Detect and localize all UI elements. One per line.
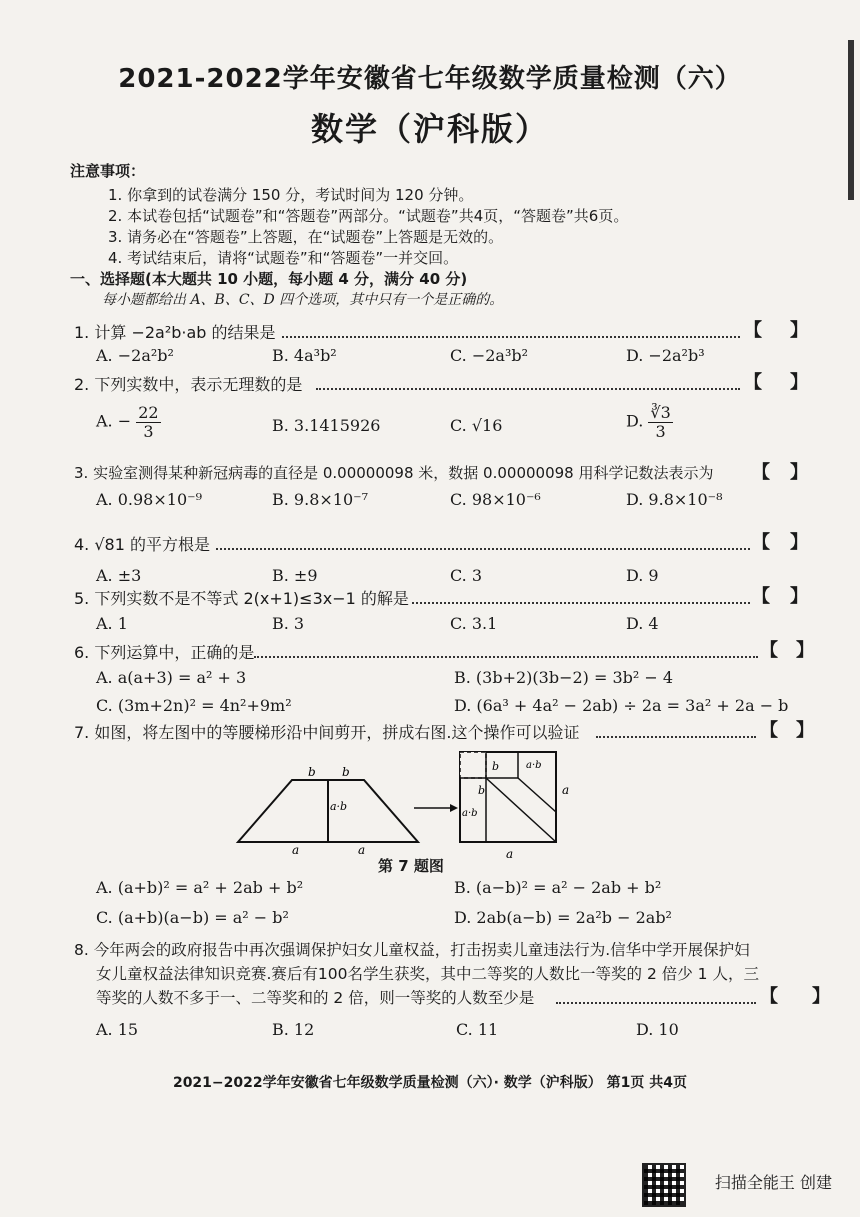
- q4-option-a: A. ±3: [96, 566, 142, 585]
- q3-option-b: B. 9.8×10⁻⁷: [272, 490, 368, 509]
- q8-option-a: A. 15: [96, 1020, 139, 1039]
- label-b: b: [308, 765, 316, 779]
- answer-bracket-close: 】: [812, 986, 830, 1007]
- question-5-stem: 5. 下列实数不是不等式 2(x+1)≤3x−1 的解是: [74, 589, 409, 608]
- answer-bracket-close: 】: [790, 320, 808, 341]
- arrow-head: [450, 804, 458, 812]
- piece-diagonal: [486, 778, 556, 842]
- label-b: b: [342, 765, 350, 779]
- q8-option-b: B. 12: [272, 1020, 315, 1039]
- question-8-line-1: 8. 今年两会的政府报告中再次强调保护妇女儿童权益，打击拐卖儿童违法行为.信华中学开展保护妇: [74, 941, 750, 959]
- q1-option-c: C. −2a³b²: [450, 346, 529, 365]
- denominator: 3: [655, 421, 666, 441]
- section-note: 每小题都给出 A、B、C、D 四个选项，其中只有一个是正确的。: [102, 292, 504, 308]
- piece-diagonal: [518, 778, 556, 812]
- answer-bracket-open: 【: [760, 640, 778, 661]
- q2-option-a: [96, 404, 161, 440]
- notice-title: 注意事项：: [70, 162, 146, 180]
- q4-option-d: D. 9: [626, 566, 659, 585]
- label-ab: a·b: [462, 808, 478, 819]
- q1-option-d: D. −2a²b³: [626, 346, 705, 365]
- notice-item: 2. 本试卷包括“试题卷”和“答题卷”两部分。“试题卷”共4页，“答题卷”共6页。: [108, 207, 629, 225]
- question-8-line-2: 女儿童权益法律知识竞赛.赛后有100名学生获奖，其中二等奖的人数比一等奖的 2 倍少 1 人，三: [96, 965, 759, 983]
- answer-bracket-close: 】: [790, 372, 808, 393]
- q5-option-a: A. 1: [96, 614, 128, 633]
- exam-subtitle: 数学（沪科版）: [310, 110, 549, 148]
- notice-item: 4. 考试结束后，请将“试题卷”和“答题卷”一并交回。: [108, 249, 459, 267]
- label-ab: a·b: [330, 800, 348, 813]
- answer-bracket-close: 】: [790, 586, 808, 607]
- question-4-stem: 4. √81 的平方根是: [74, 535, 210, 554]
- leader-dots: [316, 388, 740, 390]
- q4-option-b: B. ±9: [272, 566, 318, 585]
- question-1-stem: 1. 计算 −2a²b·ab 的结果是: [74, 323, 276, 342]
- page-footer: 2021−2022学年安徽省七年级数学质量检测（六）· 数学（沪科版） 第1页 共4页: [172, 1075, 688, 1091]
- q3-option-d: D. 9.8×10⁻⁸: [626, 490, 723, 509]
- leader-dots: [254, 656, 758, 658]
- section-title: 一、选择题(本大题共 10 小题，每小题 4 分，满分 40 分): [70, 270, 468, 288]
- q4-option-c: C. 3: [450, 566, 483, 585]
- label-a: a: [358, 843, 366, 857]
- q2-option-d: [626, 404, 673, 440]
- leader-dots: [412, 602, 750, 604]
- q2-option-d-prefix: D.: [626, 411, 644, 431]
- q8-option-d: D. 10: [636, 1020, 679, 1039]
- question-7-figure: [228, 750, 588, 862]
- question-2-stem: 2. 下列实数中，表示无理数的是: [74, 375, 303, 394]
- scanner-watermark: 扫描全能王 创建: [714, 1173, 832, 1192]
- q3-option-c: C. 98×10⁻⁶: [450, 490, 541, 509]
- q2-option-a-prefix: A. −: [96, 411, 132, 431]
- q6-option-a: A. a(a+3) = a² + 3: [96, 668, 247, 687]
- notice-item: 1. 你拿到的试卷满分 150 分，考试时间为 120 分钟。: [108, 186, 474, 204]
- answer-bracket-open: 【: [752, 532, 770, 553]
- q6-option-d: D. (6a³ + 4a² − 2ab) ÷ 2a = 3a² + 2a − b: [454, 696, 789, 715]
- answer-bracket-close: 】: [790, 532, 808, 553]
- q6-option-c: C. (3m+2n)² = 4n²+9m²: [96, 696, 292, 715]
- qr-code-icon: [642, 1163, 686, 1207]
- q6-option-b: B. (3b+2)(3b−2) = 3b² − 4: [454, 668, 674, 687]
- q1-option-b: B. 4a³b²: [272, 346, 337, 365]
- fraction: [136, 404, 160, 440]
- answer-bracket-open: 【: [760, 720, 778, 741]
- answer-bracket-open: 【: [744, 372, 762, 393]
- q7-option-b: B. (a−b)² = a² − 2ab + b²: [454, 878, 662, 897]
- leader-dots: [216, 548, 750, 550]
- figure-7-caption: 第 7 题图: [378, 857, 444, 875]
- question-6-stem: 6. 下列运算中，正确的是: [74, 643, 255, 662]
- label-ab: a·b: [526, 760, 542, 771]
- label-b: b: [492, 760, 500, 773]
- missing-square-dashed: [460, 752, 486, 778]
- notice-item: 3. 请务必在“答题卷”上答题，在“试题卷”上答题是无效的。: [108, 228, 504, 246]
- answer-bracket-close: 】: [790, 462, 808, 483]
- label-b: b: [478, 784, 486, 797]
- q2-option-c: C. √16: [450, 416, 503, 435]
- answer-bracket-close: 】: [796, 720, 814, 741]
- question-8-line-3: 等奖的人数不多于一、二等奖和的 2 倍，则一等奖的人数至少是: [96, 989, 535, 1007]
- answer-bracket-open: 【: [752, 462, 770, 483]
- exam-title: 2021-2022学年安徽省七年级数学质量检测（六）: [118, 64, 742, 94]
- leader-dots: [556, 1002, 756, 1004]
- q8-option-c: C. 11: [456, 1020, 499, 1039]
- q2-option-b: B. 3.1415926: [272, 416, 381, 435]
- answer-bracket-open: 【: [744, 320, 762, 341]
- q7-option-c: C. (a+b)(a−b) = a² − b²: [96, 908, 289, 927]
- answer-bracket-open: 【: [752, 586, 770, 607]
- question-7-stem: 7. 如图，将左图中的等腰梯形沿中间剪开，拼成右图.这个操作可以验证: [74, 723, 580, 742]
- label-a: a: [292, 843, 300, 857]
- denominator: 3: [143, 421, 154, 441]
- answer-bracket-open: 【: [760, 986, 778, 1007]
- q1-option-a: A. −2a²b²: [96, 346, 174, 365]
- q7-option-d: D. 2ab(a−b) = 2a²b − 2ab²: [454, 908, 672, 927]
- numerator: 22: [138, 403, 159, 422]
- q5-option-c: C. 3.1: [450, 614, 498, 633]
- label-a: a: [506, 847, 514, 861]
- q5-option-b: B. 3: [272, 614, 305, 633]
- leader-dots: [282, 336, 740, 338]
- q7-option-a: A. (a+b)² = a² + 2ab + b²: [96, 878, 304, 897]
- fraction: [648, 404, 672, 440]
- label-a: a: [562, 783, 570, 797]
- answer-bracket-close: 】: [796, 640, 814, 661]
- leader-dots: [596, 736, 756, 738]
- question-3-stem: 3. 实验室测得某种新冠病毒的直径是 0.00000098 米，数据 0.00000098 用科学记数法表示为: [74, 464, 714, 482]
- q3-option-a: A. 0.98×10⁻⁹: [96, 490, 202, 509]
- numerator: ∛3: [650, 403, 671, 422]
- q5-option-d: D. 4: [626, 614, 659, 633]
